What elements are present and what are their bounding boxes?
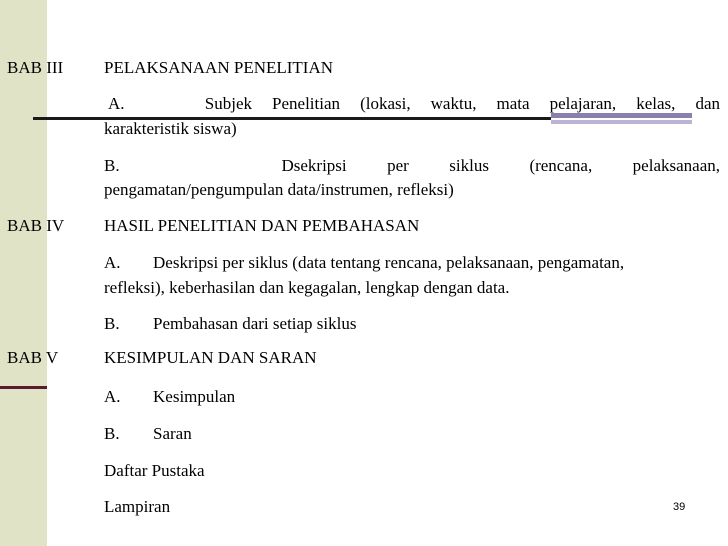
bab5-title: KESIMPULAN DAN SARAN: [104, 348, 317, 367]
bab3-item-b-line1: B. Dsekripsi per siklus (rencana, pelaksanaan,: [104, 156, 720, 175]
bab5-item-b-text: Saran: [153, 424, 192, 443]
left-decorative-bar: [0, 0, 47, 546]
bab3-item-a-line2: karakteristik siswa): [104, 119, 237, 138]
bab5-item-a-text: Kesimpulan: [153, 387, 236, 406]
bab5-item-a-num: A.: [104, 387, 121, 406]
lampiran: Lampiran: [104, 497, 171, 516]
bab4-item-b-text: Pembahasan dari setiap siklus: [153, 314, 357, 333]
left-accent-rule: [0, 386, 47, 389]
bab4-item-a-line2: refleksi), keberhasilan dan kegagalan, lengkap dengan data.: [104, 278, 510, 297]
page-number: 39: [673, 501, 686, 513]
bab4-item-b-num: B.: [104, 314, 120, 333]
accent-rule-light: [551, 120, 692, 124]
bab4-item-a-line1: Deskripsi per siklus (data tentang rencana, pelaksanaan, pengamatan,: [153, 253, 625, 272]
bab3-item-a-line1: A. Subjek Penelitian (lokasi, waktu, mata pelajaran, kelas, dan: [108, 94, 720, 113]
bab5-item-b-num: B.: [104, 424, 120, 443]
bab4-item-a-num: A.: [104, 253, 121, 272]
bab4-title: HASIL PENELITIAN DAN PEMBAHASAN: [104, 216, 420, 235]
bab3-label: BAB III: [7, 58, 64, 77]
bab4-label: BAB IV: [7, 216, 65, 235]
bab3-title: PELAKSANAAN PENELITIAN: [104, 58, 334, 77]
bab5-label: BAB V: [7, 348, 59, 367]
bab3-item-b-line2: pengamatan/pengumpulan data/instrumen, refleksi): [104, 180, 454, 199]
daftar-pustaka: Daftar Pustaka: [104, 461, 205, 480]
